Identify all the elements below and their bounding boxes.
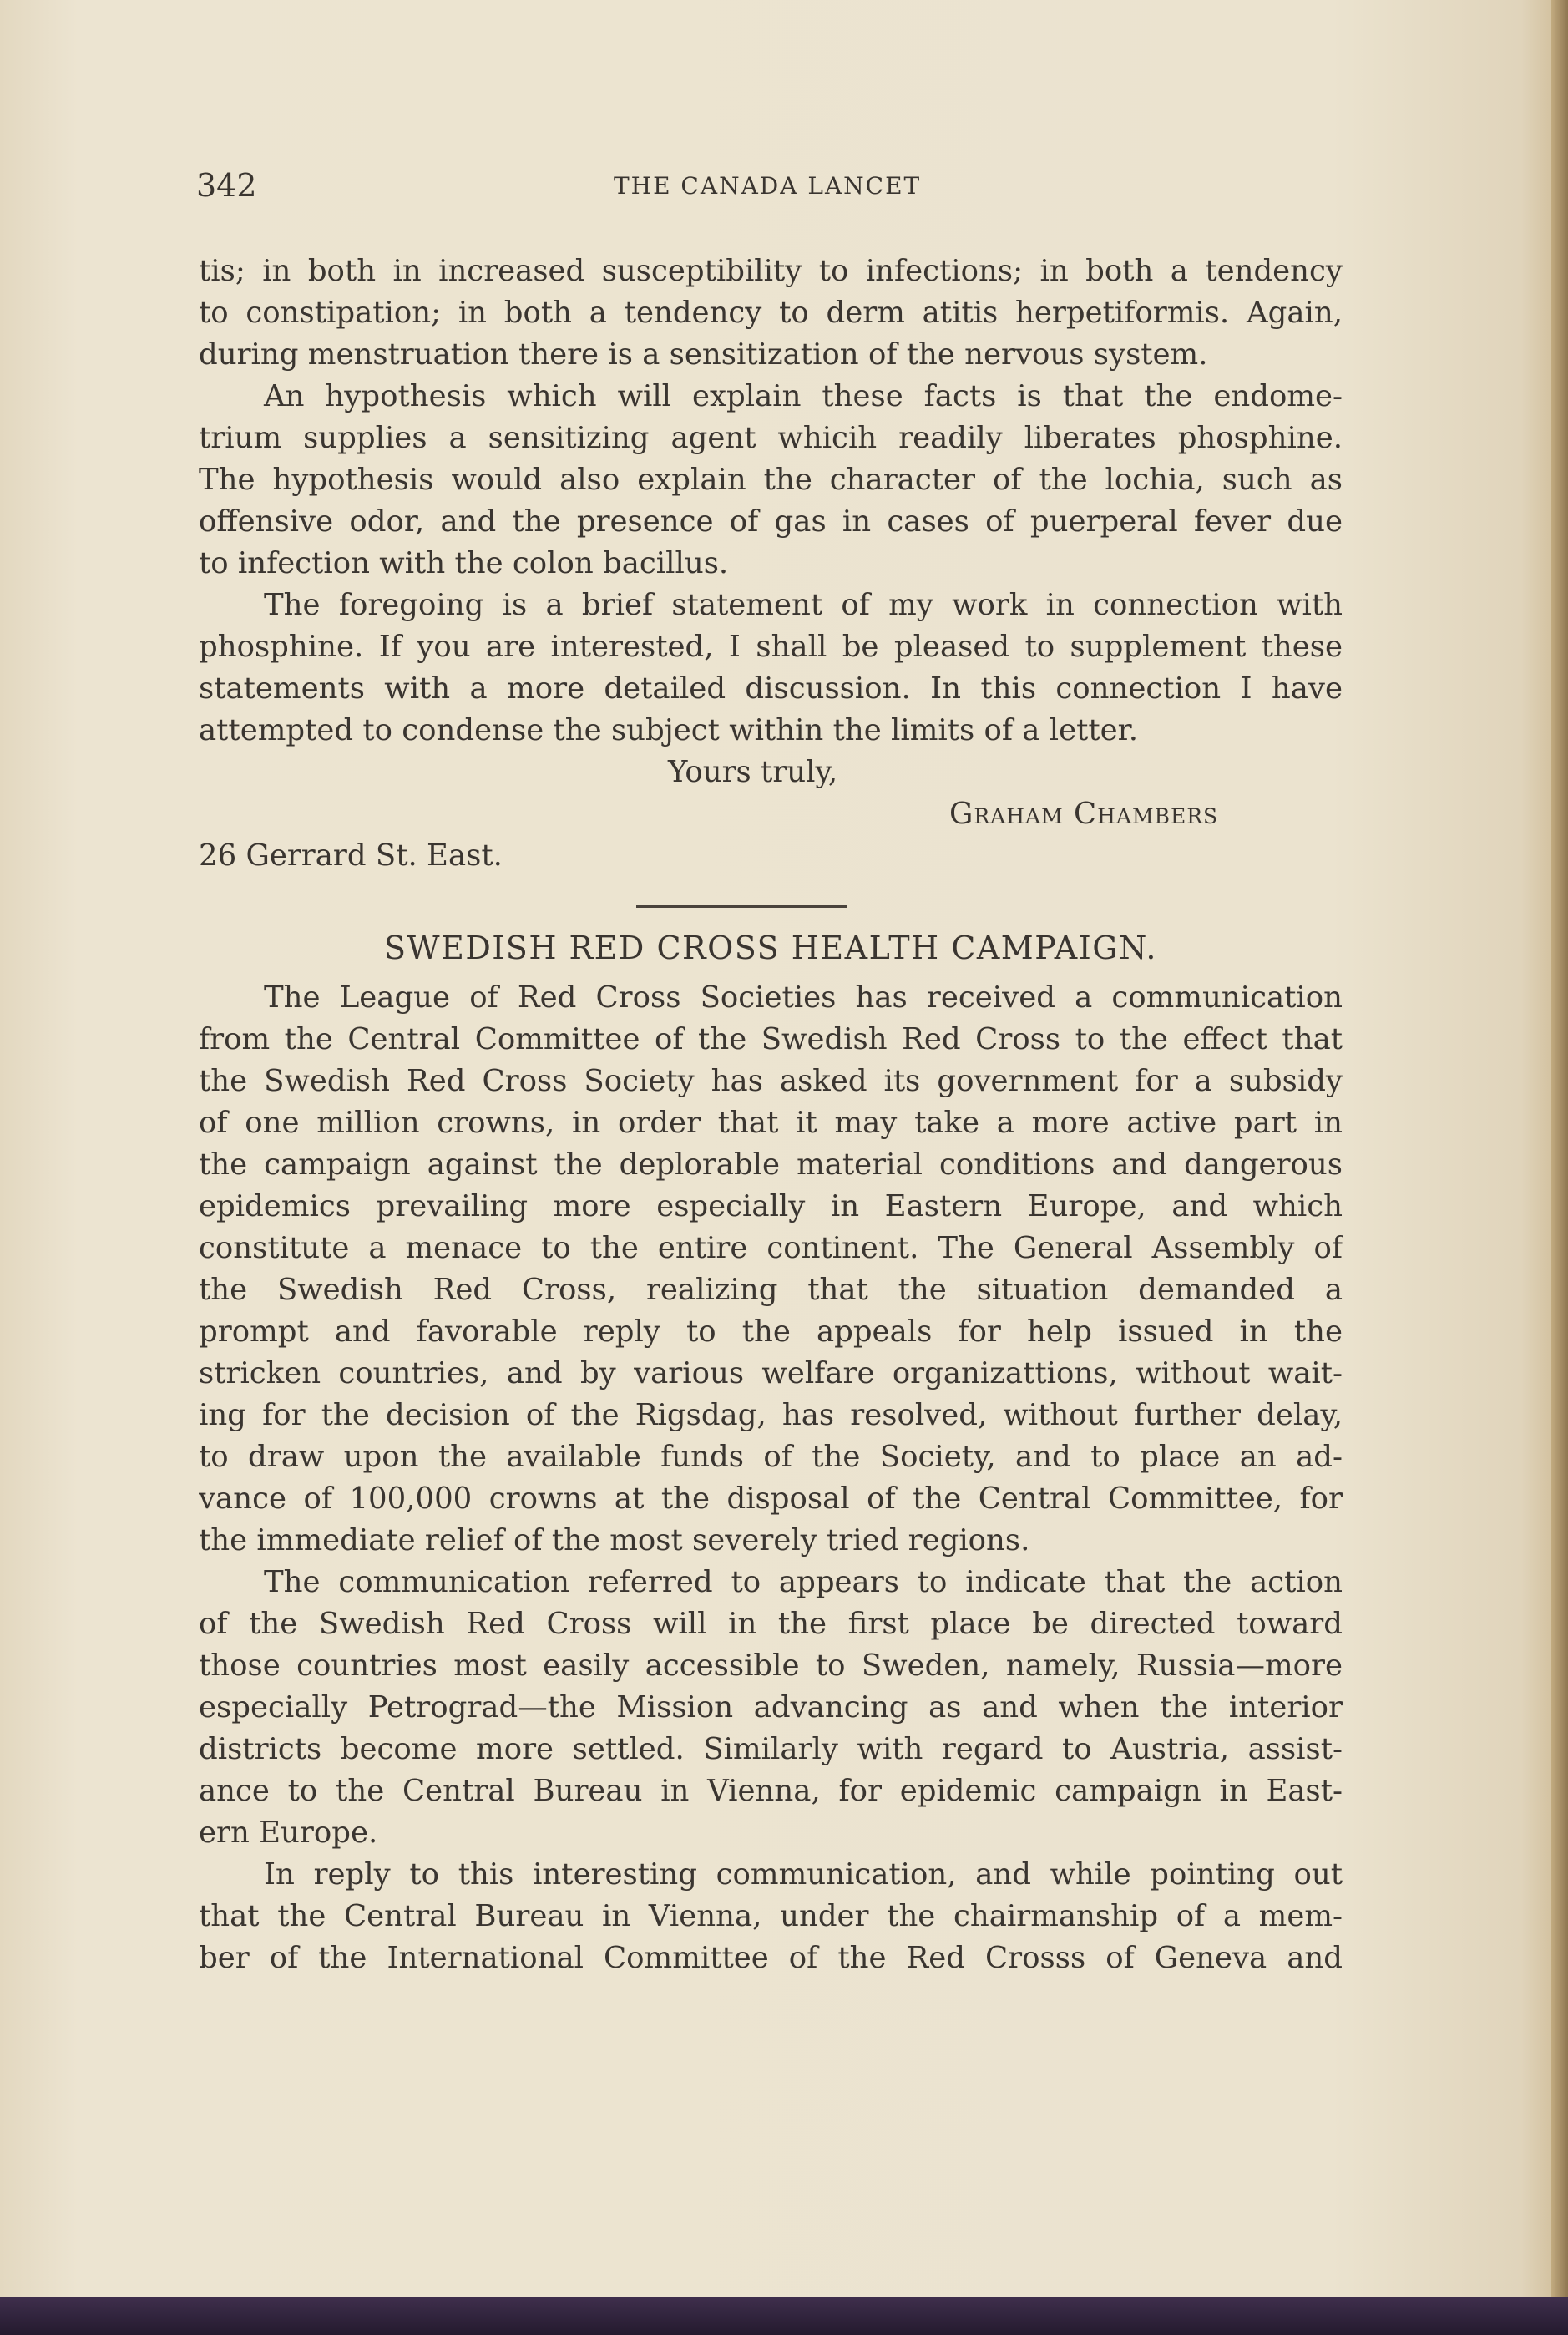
text-line: that the Central Bureau in Vienna, under the chairmanship of a mem- <box>199 1899 1343 1933</box>
text-line: to draw upon the available funds of the Society, and to place an ad- <box>199 1440 1343 1474</box>
scan-background <box>0 2297 1568 2335</box>
text-line: prompt and favorable reply to the appeals for help issued in the <box>199 1314 1343 1349</box>
text-line: An hypothesis which will explain these facts is that the endome- <box>264 379 1343 413</box>
paragraph <box>199 585 1343 752</box>
text-line: especially Petrograd—the Mission advancing as and when the interior <box>199 1690 1343 1725</box>
paragraph <box>199 977 1343 1562</box>
text-line: the campaign against the deplorable material conditions and dangerous <box>199 1147 1343 1182</box>
page-number: 342 <box>196 167 257 204</box>
text-line: to infection with the colon bacillus. <box>199 546 729 580</box>
running-title: THE CANADA LANCET <box>614 172 922 200</box>
text-line: ance to the Central Bureau in Vienna, for epidemic campaign in East- <box>199 1774 1343 1808</box>
paragraph <box>199 1854 1343 1979</box>
text-line: epidemics prevailing more especially in Eastern Europe, and which <box>199 1189 1343 1223</box>
text-line: The communication referred to appears to indicate that the action <box>264 1565 1343 1599</box>
page-header <box>0 167 1568 209</box>
text-line: The League of Red Cross Societies has received a communication <box>264 980 1343 1015</box>
text-line: trium supplies a sensitizing agent whicih readily liberates phosphine. <box>199 421 1343 455</box>
paragraph <box>199 251 1343 376</box>
text-line: during menstruation there is a sensitization of the nervous system. <box>199 337 1208 372</box>
text-line: tis; in both in increased susceptibility to infections; in both a tendency <box>199 254 1343 288</box>
section-divider <box>636 905 847 908</box>
page-edge-shadow <box>1551 0 1568 2335</box>
text-line: to constipation; in both a tendency to derm atitis herpetiformis. Again, <box>199 296 1343 330</box>
text-line: phosphine. If you are interested, I shall be pleased to supplement these <box>199 630 1343 664</box>
paragraph <box>199 1562 1343 1854</box>
text-line: the immediate relief of the most severely tried regions. <box>199 1523 1030 1558</box>
text-line: attempted to condense the subject within the limits of a letter. <box>199 713 1138 747</box>
text-line: vance of 100,000 crowns at the disposal of the Central Committee, for <box>199 1482 1343 1516</box>
letter-closing: Yours truly, <box>668 755 838 789</box>
text-line: from the Central Committee of the Swedish Red Cross to the effect that <box>199 1022 1343 1056</box>
letter-signature: Graham Chambers <box>949 797 1219 831</box>
letter-address: 26 Gerrard St. East. <box>199 838 503 873</box>
text-line: stricken countries, and by various welfare organizattions, without wait- <box>199 1356 1343 1390</box>
article-body <box>199 977 1343 1979</box>
text-line: statements with a more detailed discussion. In this connection I have <box>199 671 1343 706</box>
text-line: the Swedish Red Cross Society has asked its government for a subsidy <box>199 1064 1343 1098</box>
text-line: those countries most easily accessible to Sweden, namely, Russia—more <box>199 1649 1343 1683</box>
text-line: offensive odor, and the presence of gas in cases of puerperal fever due <box>199 504 1343 539</box>
text-line: of the Swedish Red Cross will in the first place be directed toward <box>199 1607 1343 1641</box>
text-line: districts become more settled. Similarly with regard to Austria, assist- <box>199 1732 1343 1766</box>
letter-body <box>199 251 1343 752</box>
text-line: The hypothesis would also explain the character of the lochia, such as <box>199 463 1343 497</box>
text-line: In reply to this interesting communication, and while pointing out <box>264 1857 1343 1892</box>
text-line: constitute a menace to the entire continent. The General Assembly of <box>199 1231 1343 1265</box>
text-line: of one million crowns, in order that it may take a more active part in <box>199 1106 1343 1140</box>
text-line: the Swedish Red Cross, realizing that the situation demanded a <box>199 1273 1343 1307</box>
text-line: The foregoing is a brief statement of my work in connection with <box>264 588 1343 622</box>
text-line: ber of the International Committee of the Red Crosss of Geneva and <box>199 1941 1343 1975</box>
paragraph <box>199 376 1343 585</box>
article-title: SWEDISH RED CROSS HEALTH CAMPAIGN. <box>383 929 1157 966</box>
text-line: ing for the decision of the Rigsdag, has resolved, without further delay, <box>199 1398 1343 1432</box>
text-line: ern Europe. <box>199 1816 378 1850</box>
